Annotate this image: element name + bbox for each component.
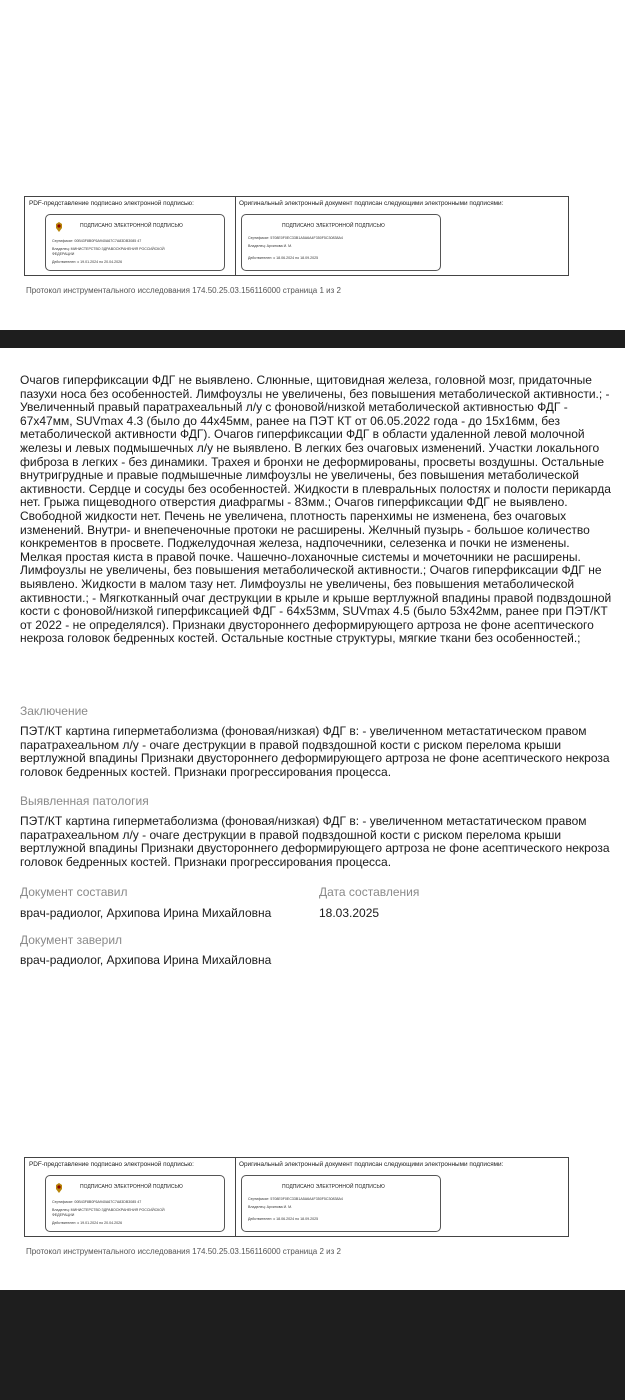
composed-by-value: врач-радиолог, Архипова Ирина Михайловна bbox=[20, 906, 272, 920]
stamp-owner-cont: ФЕДЕРАЦИИ bbox=[52, 1213, 75, 1217]
page-separator bbox=[0, 330, 625, 348]
signature-stamp-right bbox=[241, 1175, 441, 1232]
findings-text: Очагов гиперфиксации ФДГ не выявлено. Слюнные, щитовидная железа, головной мозг, придаточные пазухи носа без особенностей. Лимфоузлы не увеличены, без повышения метаболической активности.; - Увеличенный правый паратрахеальный л/у с фоновой/низкой метаболической активностью ФДГ - 67х47мм, SUVmax 4.3 (было до 44х45мм, ранее на ПЭТ КТ от 06.05.2022 года - до 15х16мм, без метаболической активности ФДГ). Очагов гиперфиксации ФДГ в области удаленной левой молочной железы и левых подмышечных л/у не выявлено. В легких без очаговых изменений. Участки локального фиброза в легких - без динамики. Трахея и бронхи не деформированы, просветы воздушны. Остальные внутригрудные и правые подмышечные лимфоузлы не увеличены, без повышения метаболической активности. Сердце и сосуды без особенностей. Жидкости в плевральных полостях и полости перикарда нет. Грыжа пищеводного отверстия диафрагмы - 83мм.; Очагов гиперфиксации ФДГ не выявлено. Свободной жидкости нет. Печень не увеличена, плотность паренхимы не изменена, без очаговых изменений. Внутри- и внепеченочные протоки не расширены. Желчный пузырь - большое количество конкрементов в просвете. Поджелудочная железа, надпочечники, селезенка и почки не изменены. Мелкая простая киста в правой почке. Чашечно-лоханочные системы и мочеточники не расширены. Лимфоузлы не увеличены, без повышения метаболической активности.; Очагов гиперфиксации ФДГ не выявлено. Жидкости в малом тазу нет. Лимфоузлы не увеличены, без повышения метаболической активности.; - Мягкотканный очаг деструкции в крыле и крыше вертлужной впадины правой подвздошной кости с фоновой/низкой гиперфиксацией ФДГ - 64х53мм, SUVmax 4.5 (было 53х42мм, ранее при ПЭТ/КТ от 2022 - не определялся). Признаки двустороннего деформирующего артроза не фоне асептического некроза головок бедренных костей. Остальные костные структуры, мягкие ткани без особенностей.; bbox=[20, 373, 612, 646]
page2-footer: Протокол инструментального исследования 174.50.25.03.156116000 страница 2 из 2 bbox=[26, 1247, 341, 1256]
signature-stamp-left bbox=[45, 214, 225, 271]
signature-stamp-right bbox=[241, 214, 441, 271]
stamp-title: ПОДПИСАНО ЭЛЕКТРОННОЙ ПОДПИСЬЮ bbox=[80, 1184, 183, 1190]
conclusion-text: ПЭТ/КТ картина гиперметаболизма (фоновая/низкая) ФДГ в: - увеличенном метастатическом правом паратрахеальном л/у - очаге деструкции в правой подвздошной кости с риском перелома крыши вертлужной впадины Признаки двустороннего деформирующего артроза не фоне асептического некроза головок бедренных костей. Признаки прогрессирования процесса. bbox=[20, 724, 610, 779]
stamp-cert: Сертификат: 5708E0F0EC33B1A5A6A4F350F5C30838A4 bbox=[248, 1197, 343, 1201]
coat-of-arms-icon bbox=[54, 221, 64, 233]
stamp-cert: Сертификат: 00B43F8B0F6A940A67C7A83DB3085 47 bbox=[52, 239, 142, 243]
date-label: Дата составления bbox=[319, 885, 420, 899]
stamp-owner: Владелец: Архипова И. М. bbox=[248, 1205, 293, 1209]
stamp-title: ПОДПИСАНО ЭЛЕКТРОННОЙ ПОДПИСЬЮ bbox=[282, 223, 385, 229]
stamp-valid: Действителен: с 18.06.2024 по 18.09.2025 bbox=[248, 1217, 319, 1221]
signature-right-cell bbox=[235, 197, 568, 275]
stamp-title: ПОДПИСАНО ЭЛЕКТРОННОЙ ПОДПИСЬЮ bbox=[282, 1184, 385, 1190]
conclusion-label: Заключение bbox=[20, 704, 88, 718]
signature-right-header: Оригинальный электронный документ подписан следующими электронными подписями: bbox=[239, 200, 504, 207]
stamp-cert: Сертификат: 5708E0F0EC33B1A5A6A4F350F5C30838A4 bbox=[248, 236, 343, 240]
signature-right-header: Оригинальный электронный документ подписан следующими электронными подписями: bbox=[239, 1161, 504, 1168]
certified-by-label: Документ заверил bbox=[20, 933, 123, 947]
signature-stamp-left bbox=[45, 1175, 225, 1232]
signature-left-cell bbox=[25, 197, 236, 275]
stamp-valid: Действителен: с 19.01.2024 по 20.04.2026 bbox=[52, 260, 123, 264]
stamp-valid: Действителен: с 18.06.2024 по 18.09.2025 bbox=[248, 256, 319, 260]
stamp-title: ПОДПИСАНО ЭЛЕКТРОННОЙ ПОДПИСЬЮ bbox=[80, 223, 183, 229]
stamp-owner-cont: ФЕДЕРАЦИИ bbox=[52, 252, 75, 256]
signature-table-page2 bbox=[24, 1157, 569, 1237]
signature-left-header: PDF-представление подписано электронной подписью: bbox=[29, 1161, 194, 1168]
signature-left-header: PDF-представление подписано электронной подписью: bbox=[29, 200, 194, 207]
certified-by-value: врач-радиолог, Архипова Ирина Михайловна bbox=[20, 953, 272, 967]
stamp-valid: Действителен: с 19.01.2024 по 20.04.2026 bbox=[52, 1221, 123, 1225]
stamp-cert: Сертификат: 00B43F8B0F6A940A67C7A83DB3085 47 bbox=[52, 1200, 142, 1204]
signature-right-cell bbox=[235, 1158, 568, 1236]
coat-of-arms-icon bbox=[54, 1182, 64, 1194]
page1-footer: Протокол инструментального исследования 174.50.25.03.156116000 страница 1 из 2 bbox=[26, 286, 341, 295]
signature-left-cell bbox=[25, 1158, 236, 1236]
stamp-owner: Владелец: МИНИСТЕРСТВО ЗДРАВООХРАНЕНИЯ РОССИЙСКОЙ bbox=[52, 247, 165, 251]
pathology-text: ПЭТ/КТ картина гиперметаболизма (фоновая/низкая) ФДГ в: - увеличенном метастатическом правом паратрахеальном л/у - очаге деструкции в правой подвздошной кости с риском перелома крыши вертлужной впадины Признаки двустороннего деформирующего артроза не фоне асептического некроза головок бедренных костей. Признаки прогрессирования процесса. bbox=[20, 814, 610, 869]
composed-by-label: Документ составил bbox=[20, 885, 128, 899]
viewer-background bbox=[0, 1290, 625, 1400]
signature-table-page1 bbox=[24, 196, 569, 276]
stamp-owner: Владелец: Архипова И. М. bbox=[248, 244, 293, 248]
pathology-label: Выявленная патология bbox=[20, 794, 149, 808]
stamp-owner: Владелец: МИНИСТЕРСТВО ЗДРАВООХРАНЕНИЯ РОССИЙСКОЙ bbox=[52, 1208, 165, 1212]
date-value: 18.03.2025 bbox=[319, 906, 380, 920]
